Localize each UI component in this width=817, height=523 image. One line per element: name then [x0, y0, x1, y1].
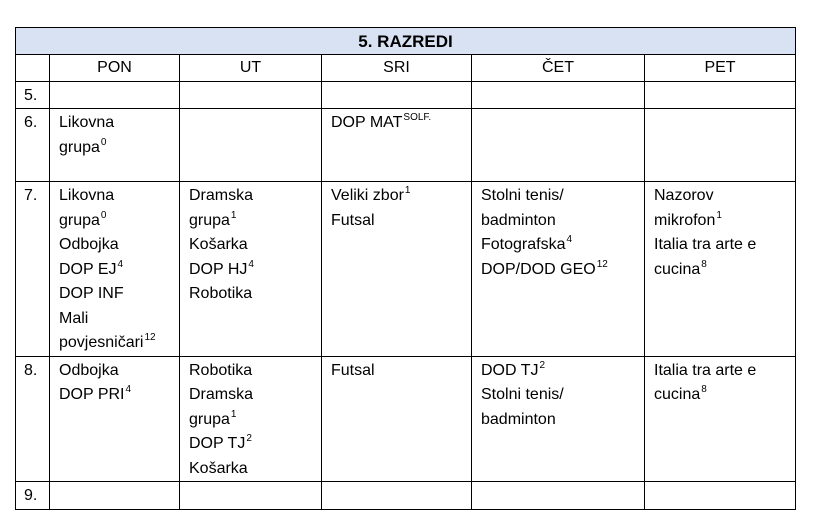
activity-line: [59, 184, 170, 209]
activity-line: [59, 233, 170, 258]
activity-text: Italia tra arte e: [654, 236, 757, 253]
activity-text: grupa: [189, 211, 230, 229]
activity-line: [331, 359, 462, 384]
period-row: [16, 109, 796, 182]
schedule-cell-pon: [50, 182, 180, 357]
activity-text: Odbojka: [59, 361, 119, 379]
activity-superscript: 8: [701, 258, 707, 270]
activity-line: [59, 331, 170, 356]
schedule-cell-ut: [180, 356, 322, 482]
activity-superscript: 1: [230, 408, 237, 420]
activity-text: Dramska: [189, 386, 254, 403]
day-header-sri: SRI: [322, 55, 472, 82]
activity-superscript: 12: [596, 258, 608, 270]
period-row: [16, 81, 796, 109]
activity-line: [59, 359, 170, 384]
activity-line: [189, 408, 312, 433]
activity-text: cucina: [654, 386, 701, 403]
period-number: 7.: [16, 182, 50, 357]
schedule-cell-ut: [180, 109, 322, 182]
schedule-cell-pet: [645, 182, 796, 357]
schedule-document: [15, 27, 795, 510]
activity-line: [481, 209, 635, 234]
activity-line: [59, 111, 170, 136]
schedule-cell-pet: [645, 81, 796, 109]
schedule-cell-pon: [50, 356, 180, 482]
activity-line: [654, 184, 786, 209]
activity-line: [481, 383, 635, 408]
activity-text: badminton: [481, 410, 556, 428]
activity-superscript: 1: [404, 185, 411, 196]
activity-line: [189, 258, 312, 283]
activity-text: DOP MAT: [331, 114, 403, 131]
activity-line: [189, 209, 312, 234]
activity-text: Futsal: [331, 211, 375, 229]
schedule-cell-sri: [322, 182, 472, 357]
activity-text: cucina: [654, 260, 701, 278]
activity-superscript: 4: [125, 384, 132, 395]
activity-line: [331, 209, 462, 234]
activity-text: Košarka: [189, 236, 248, 253]
activity-text: DOP INF: [59, 285, 124, 302]
activity-line: [331, 111, 462, 136]
activity-superscript: 4: [117, 258, 124, 270]
activity-superscript: 0: [100, 136, 107, 148]
activity-text: DOD TJ: [481, 361, 539, 379]
activity-line: [59, 258, 170, 283]
activity-line: [331, 184, 462, 209]
activity-superscript: 1: [716, 209, 722, 221]
period-number: 6.: [16, 109, 50, 182]
activity-line: [189, 282, 312, 307]
activity-line: [59, 307, 170, 332]
period-number: 8.: [16, 356, 50, 482]
activity-text: Fotografska: [481, 236, 566, 253]
activity-line: [189, 359, 312, 384]
corner-cell: [16, 55, 50, 82]
activity-line: [189, 233, 312, 258]
activity-text: mikrofon: [654, 211, 716, 229]
activity-line: [189, 383, 312, 408]
schedule-body: [16, 28, 796, 510]
activity-text: Likovna: [59, 114, 115, 131]
activity-text: DOP HJ: [189, 260, 248, 278]
activity-text: Robotika: [189, 361, 253, 379]
activity-text: grupa: [59, 211, 100, 229]
activity-line: [481, 233, 635, 258]
activity-line: [654, 258, 786, 283]
day-header-pet: PET: [645, 55, 796, 82]
schedule-cell-pon: [50, 109, 180, 182]
schedule-cell-sri: [322, 356, 472, 482]
activity-superscript: SOLF.: [403, 112, 432, 123]
schedule-table: [15, 27, 796, 510]
schedule-cell-ut: [180, 81, 322, 109]
schedule-cell-cet: [472, 109, 645, 182]
activity-line: [59, 209, 170, 234]
activity-text: DOP TJ: [189, 435, 246, 452]
activity-text: Stolni tenis/: [481, 187, 564, 204]
schedule-cell-pet: [645, 109, 796, 182]
activity-text: Likovna: [59, 187, 115, 204]
schedule-cell-cet: [472, 81, 645, 109]
activity-superscript: 4: [248, 258, 254, 270]
activity-line: [59, 282, 170, 307]
activity-text: Nazorov: [654, 187, 714, 204]
activity-line: [59, 383, 170, 408]
schedule-cell-cet: [472, 482, 645, 510]
schedule-title: 5. RAZREDI: [16, 28, 796, 55]
schedule-cell-pon: [50, 81, 180, 109]
activity-line: [654, 209, 786, 234]
activity-text: Odbojka: [59, 236, 119, 253]
schedule-cell-pet: [645, 356, 796, 482]
schedule-cell-ut: [180, 482, 322, 510]
activity-text: DOP/DOD GEO: [481, 260, 596, 278]
period-row: [16, 356, 796, 482]
schedule-cell-cet: [472, 182, 645, 357]
activity-text: DOP EJ: [59, 260, 117, 278]
activity-line: [481, 408, 635, 433]
activity-text: Košarka: [189, 459, 248, 477]
period-number: 9.: [16, 482, 50, 510]
period-number: 5.: [16, 81, 50, 109]
activity-text: badminton: [481, 211, 556, 229]
activity-text: Italia tra arte e: [654, 361, 757, 379]
day-header-ut: UT: [180, 55, 322, 82]
activity-superscript: 1: [230, 209, 237, 221]
activity-text: grupa: [59, 138, 100, 156]
schedule-cell-pon: [50, 482, 180, 510]
activity-line: [189, 432, 312, 457]
activity-line: [654, 233, 786, 258]
activity-superscript: 2: [539, 359, 546, 371]
activity-text: Dramska: [189, 187, 254, 204]
day-header-cet: ČET: [472, 55, 645, 82]
day-header-pon: PON: [50, 55, 180, 82]
schedule-cell-pet: [645, 482, 796, 510]
schedule-cell-ut: [180, 182, 322, 357]
activity-text: DOP PRI: [59, 386, 125, 403]
activity-text: Stolni tenis/: [481, 386, 564, 403]
activity-superscript: 4: [566, 234, 573, 245]
activity-text: Robotika: [189, 285, 253, 302]
activity-line: [481, 359, 635, 384]
activity-line: [59, 136, 170, 161]
schedule-cell-sri: [322, 81, 472, 109]
activity-superscript: 2: [246, 433, 252, 444]
title-row: [16, 28, 796, 55]
period-row: [16, 182, 796, 357]
period-row: [16, 482, 796, 510]
schedule-cell-cet: [472, 356, 645, 482]
activity-line: [481, 258, 635, 283]
activity-line: [189, 457, 312, 482]
activity-line: [654, 383, 786, 408]
activity-superscript: 0: [100, 209, 107, 221]
activity-superscript: 12: [144, 332, 156, 343]
day-header-row: [16, 55, 796, 82]
activity-text: Veliki zbor: [331, 187, 404, 204]
activity-line: [654, 359, 786, 384]
schedule-cell-sri: [322, 482, 472, 510]
activity-text: Mali: [59, 309, 89, 327]
activity-text: povjesničari: [59, 334, 144, 351]
activity-line: [189, 184, 312, 209]
activity-text: Futsal: [331, 361, 375, 379]
activity-superscript: 8: [701, 384, 707, 395]
activity-text: grupa: [189, 410, 230, 428]
schedule-cell-sri: [322, 109, 472, 182]
activity-line: [481, 184, 635, 209]
